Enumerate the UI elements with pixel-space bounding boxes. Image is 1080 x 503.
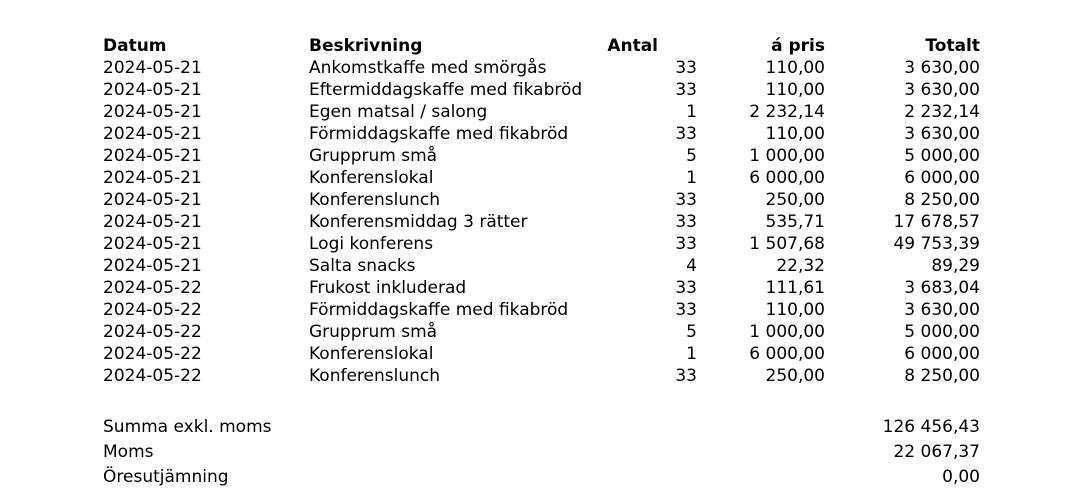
cell-quantity: 33	[675, 124, 697, 144]
table-row	[103, 211, 983, 233]
cell-date: 2024-05-22	[103, 278, 202, 298]
cell-total: 8 250,00	[904, 366, 980, 386]
cell-description: Salta snacks	[309, 256, 416, 276]
cell-description: Konferensmiddag 3 rätter	[309, 212, 528, 232]
summary-subtotal	[103, 415, 983, 440]
cell-unit-price: 22,32	[776, 256, 825, 276]
cell-unit-price: 110,00	[765, 80, 825, 100]
table-body	[103, 57, 983, 387]
cell-unit-price: 1 000,00	[749, 322, 825, 342]
cell-quantity: 33	[675, 80, 697, 100]
invoice-table	[103, 35, 983, 387]
vat-label: Moms	[103, 442, 154, 462]
header-quantity: Antal	[607, 36, 658, 56]
table-row	[103, 57, 983, 79]
cell-date: 2024-05-21	[103, 256, 202, 276]
cell-quantity: 1	[686, 344, 697, 364]
cell-description: Konferenslunch	[309, 366, 441, 386]
cell-unit-price: 250,00	[765, 190, 825, 210]
header-total: Totalt	[925, 36, 980, 56]
cell-total: 5 000,00	[904, 322, 980, 342]
cell-total: 8 250,00	[904, 190, 980, 210]
cell-quantity: 5	[686, 146, 697, 166]
cell-unit-price: 111,61	[765, 278, 825, 298]
table-row	[103, 365, 983, 387]
cell-date: 2024-05-22	[103, 344, 202, 364]
table-row	[103, 101, 983, 123]
subtotal-value: 126 456,43	[882, 417, 980, 437]
cell-unit-price: 110,00	[765, 58, 825, 78]
summary-rounding	[103, 465, 983, 490]
cell-date: 2024-05-22	[103, 300, 202, 320]
cell-quantity: 33	[675, 300, 697, 320]
cell-unit-price: 2 232,14	[749, 102, 825, 122]
cell-date: 2024-05-21	[103, 146, 202, 166]
cell-date: 2024-05-21	[103, 124, 202, 144]
cell-total: 49 753,39	[893, 234, 980, 254]
cell-description: Konferenslokal	[309, 344, 434, 364]
table-row	[103, 299, 983, 321]
cell-date: 2024-05-21	[103, 168, 202, 188]
cell-date: 2024-05-21	[103, 190, 202, 210]
cell-unit-price: 535,71	[765, 212, 825, 232]
cell-quantity: 33	[675, 234, 697, 254]
cell-quantity: 33	[675, 58, 697, 78]
subtotal-label: Summa exkl. moms	[103, 417, 272, 437]
cell-total: 5 000,00	[904, 146, 980, 166]
cell-description: Förmiddagskaffe med fikabröd	[309, 124, 569, 144]
cell-description: Grupprum små	[309, 322, 438, 342]
cell-quantity: 33	[675, 278, 697, 298]
cell-quantity: 1	[686, 102, 697, 122]
table-row	[103, 255, 983, 277]
rounding-value: 0,00	[942, 467, 980, 487]
cell-unit-price: 1 507,68	[749, 234, 825, 254]
header-date: Datum	[103, 36, 167, 56]
cell-total: 89,29	[931, 256, 980, 276]
cell-date: 2024-05-21	[103, 234, 202, 254]
summary-vat	[103, 440, 983, 465]
cell-description: Ankomstkaffe med smörgås	[309, 58, 547, 78]
cell-total: 6 000,00	[904, 344, 980, 364]
cell-total: 17 678,57	[893, 212, 980, 232]
cell-description: Logi konferens	[309, 234, 434, 254]
table-row	[103, 79, 983, 101]
table-row	[103, 145, 983, 167]
cell-unit-price: 110,00	[765, 124, 825, 144]
cell-total: 3 630,00	[904, 300, 980, 320]
table-row	[103, 343, 983, 365]
cell-total: 3 630,00	[904, 124, 980, 144]
invoice-summary	[103, 415, 983, 490]
cell-description: Konferenslunch	[309, 190, 441, 210]
cell-description: Grupprum små	[309, 146, 438, 166]
cell-total: 3 683,04	[904, 278, 980, 298]
rounding-label: Öresutjämning	[103, 467, 229, 487]
cell-quantity: 33	[675, 212, 697, 232]
cell-description: Konferenslokal	[309, 168, 434, 188]
cell-description: Egen matsal / salong	[309, 102, 488, 122]
cell-date: 2024-05-22	[103, 322, 202, 342]
cell-description: Eftermiddagskaffe med fikabröd	[309, 80, 583, 100]
cell-unit-price: 1 000,00	[749, 146, 825, 166]
cell-total: 3 630,00	[904, 80, 980, 100]
cell-unit-price: 110,00	[765, 300, 825, 320]
table-row	[103, 277, 983, 299]
cell-total: 2 232,14	[904, 102, 980, 122]
cell-unit-price: 6 000,00	[749, 344, 825, 364]
cell-quantity: 33	[675, 190, 697, 210]
cell-quantity: 33	[675, 366, 697, 386]
cell-quantity: 1	[686, 168, 697, 188]
table-row	[103, 123, 983, 145]
header-description: Beskrivning	[309, 36, 423, 56]
cell-unit-price: 6 000,00	[749, 168, 825, 188]
cell-date: 2024-05-21	[103, 102, 202, 122]
cell-quantity: 5	[686, 322, 697, 342]
cell-date: 2024-05-21	[103, 80, 202, 100]
cell-total: 3 630,00	[904, 58, 980, 78]
table-row	[103, 233, 983, 255]
cell-description: Frukost inkluderad	[309, 278, 467, 298]
cell-unit-price: 250,00	[765, 366, 825, 386]
table-row	[103, 167, 983, 189]
cell-quantity: 4	[686, 256, 697, 276]
table-row	[103, 189, 983, 211]
vat-value: 22 067,37	[893, 442, 980, 462]
table-row	[103, 321, 983, 343]
cell-date: 2024-05-21	[103, 212, 202, 232]
table-header	[103, 35, 983, 57]
cell-total: 6 000,00	[904, 168, 980, 188]
cell-date: 2024-05-22	[103, 366, 202, 386]
cell-date: 2024-05-21	[103, 58, 202, 78]
cell-description: Förmiddagskaffe med fikabröd	[309, 300, 569, 320]
header-unit-price: á pris	[771, 36, 825, 56]
